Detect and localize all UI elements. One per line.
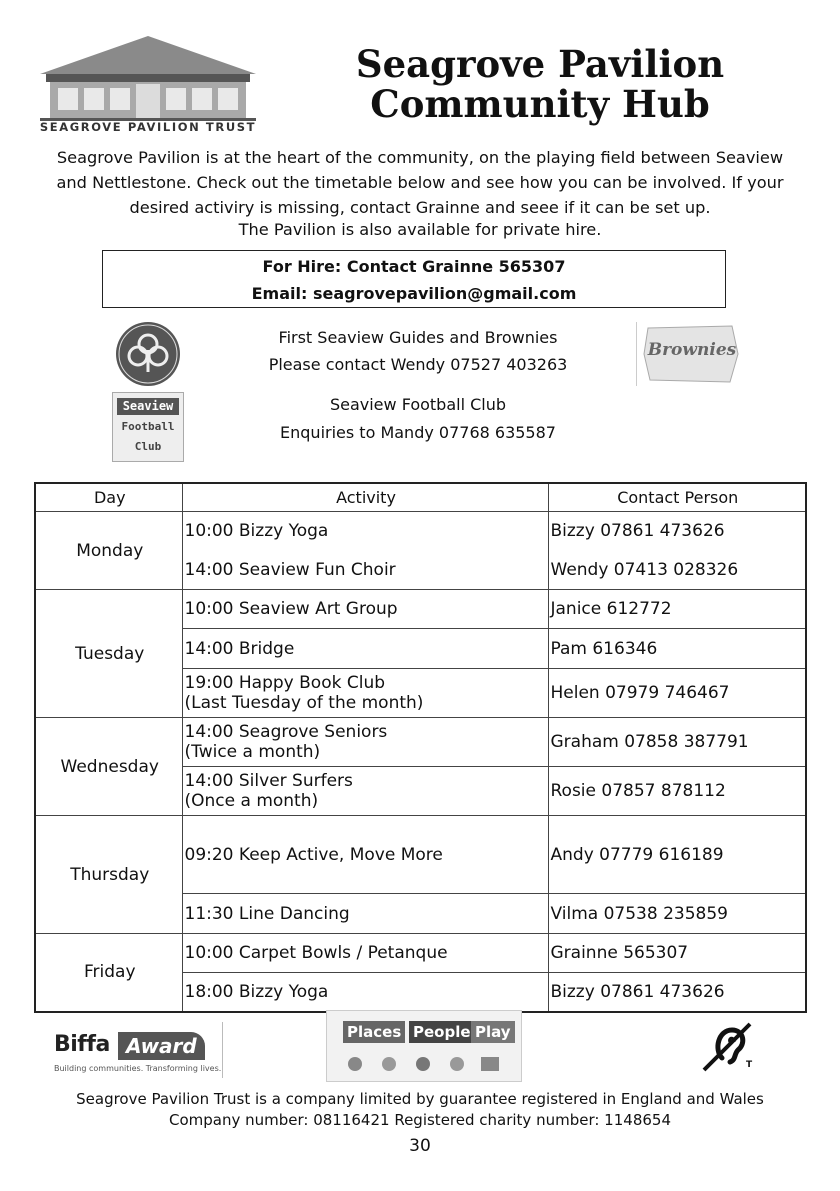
activity-note: (Twice a month) [184,742,321,762]
activity-cell: 10:00 Seaview Art Group [182,590,548,629]
day-cell: Thursday [35,816,182,934]
day-cell: Tuesday [35,590,182,718]
hearing-loop-t: T [746,1060,753,1070]
ppp-word-play: Play [471,1021,515,1043]
contact-cell: Vilma 07538 235859 [548,894,806,934]
activity-title: 14:00 Silver Surfers [184,771,353,791]
table-row [35,718,806,767]
contact-cell: Wendy 07413 028326 [548,551,806,590]
table-row [35,816,806,894]
guides-contact: Please contact Wendy 07527 403263 [268,355,568,374]
contact-cell: Grainne 565307 [548,934,806,973]
activity-cell [182,718,548,767]
brownies-logo-text: Brownies [647,340,737,360]
activity-cell [182,767,548,816]
footer-line-1: Seagrove Pavilion Trust is a company limited by guarantee registered in England and Wales [76,1090,764,1108]
header-day: Day [35,483,182,512]
brownies-logo [636,322,742,386]
activity-title: 19:00 Happy Book Club [184,673,386,693]
activity-cell: 14:00 Seaview Fun Choir [182,551,548,590]
contact-cell: Andy 07779 616189 [548,816,806,894]
places-people-play-logo [326,1010,522,1082]
hire-contact-box [102,250,726,308]
intro-line-2: and Nettlestone. Check out the timetable below and see how you can be involved. If your [56,173,784,192]
activity-cell: 09:20 Keep Active, Move More [182,816,548,894]
guides-title: First Seaview Guides and Brownies [278,328,558,347]
activity-cell: 11:30 Line Dancing [182,894,548,934]
biffa-award: Award [118,1032,205,1060]
contact-cell: Pam 616346 [548,629,806,669]
football-logo-line-2: Football [121,420,175,433]
activity-cell: 18:00 Bizzy Yoga [182,973,548,1012]
football-logo-line-1: Seaview [117,398,179,415]
page-title [300,44,780,124]
intro-text [30,145,810,220]
trust-name: SEAGROVE PAVILION TRUST [39,120,257,134]
timetable-header-row [35,483,806,512]
football-logo-line-3: Club [134,440,162,453]
activity-note: (Once a month) [184,791,319,811]
hire-email[interactable]: Email: seagrovepavilion@gmail.com [251,284,577,303]
contact-cell: Bizzy 07861 473626 [548,973,806,1012]
header-contact: Contact Person [548,483,806,512]
contact-cell: Graham 07858 387791 [548,718,806,767]
header-activity: Activity [182,483,548,512]
ppp-word-people: People [409,1021,475,1043]
footer-line-2: Company number: 08116421 Registered charity number: 1148654 [168,1111,671,1129]
partner-logos-icon [343,1053,503,1075]
ppp-word-places: Places [343,1021,405,1043]
private-hire-text: The Pavilion is also available for private hire. [238,220,602,239]
activity-cell: 14:00 Bridge [182,629,548,669]
contact-cell: Bizzy 07861 473626 [548,512,806,551]
title-line-2: Community Hub [370,82,710,126]
table-row [35,934,806,973]
day-cell: Friday [35,934,182,1012]
hearing-loop-icon [700,1020,756,1076]
activity-cell [182,669,548,718]
contact-cell: Janice 612772 [548,590,806,629]
contact-cell: Rosie 07857 878112 [548,767,806,816]
day-cell: Wednesday [35,718,182,816]
hire-contact: For Hire: Contact Grainne 565307 [262,257,566,276]
intro-line-1: Seagrove Pavilion is at the heart of the community, on the playing field between Seaview [56,148,784,167]
timetable [34,482,807,1013]
biffa-tagline: Building communities. Transforming lives. [54,1064,222,1073]
activity-title: 14:00 Seagrove Seniors [184,722,388,742]
football-title: Seaview Football Club [329,395,507,414]
table-row [35,590,806,629]
table-row [35,512,806,551]
contact-cell: Helen 07979 746467 [548,669,806,718]
page-number: 30 [409,1136,431,1156]
biffa-award-logo [38,1022,223,1078]
football-club-logo [112,392,184,462]
activity-cell: 10:00 Bizzy Yoga [182,512,548,551]
intro-line-3: desired activiry is missing, contact Grainne and seee if it can be set up. [129,198,711,217]
day-cell: Monday [35,512,182,590]
activity-cell: 10:00 Carpet Bowls / Petanque [182,934,548,973]
footer-text [20,1089,820,1131]
football-contact: Enquiries to Mandy 07768 635587 [280,423,556,442]
biffa-brand: Biffa [54,1032,110,1057]
title-line-1: Seagrove Pavilion [355,42,725,86]
activity-note: (Last Tuesday of the month) [184,693,424,713]
guides-trefoil-icon [114,320,182,388]
